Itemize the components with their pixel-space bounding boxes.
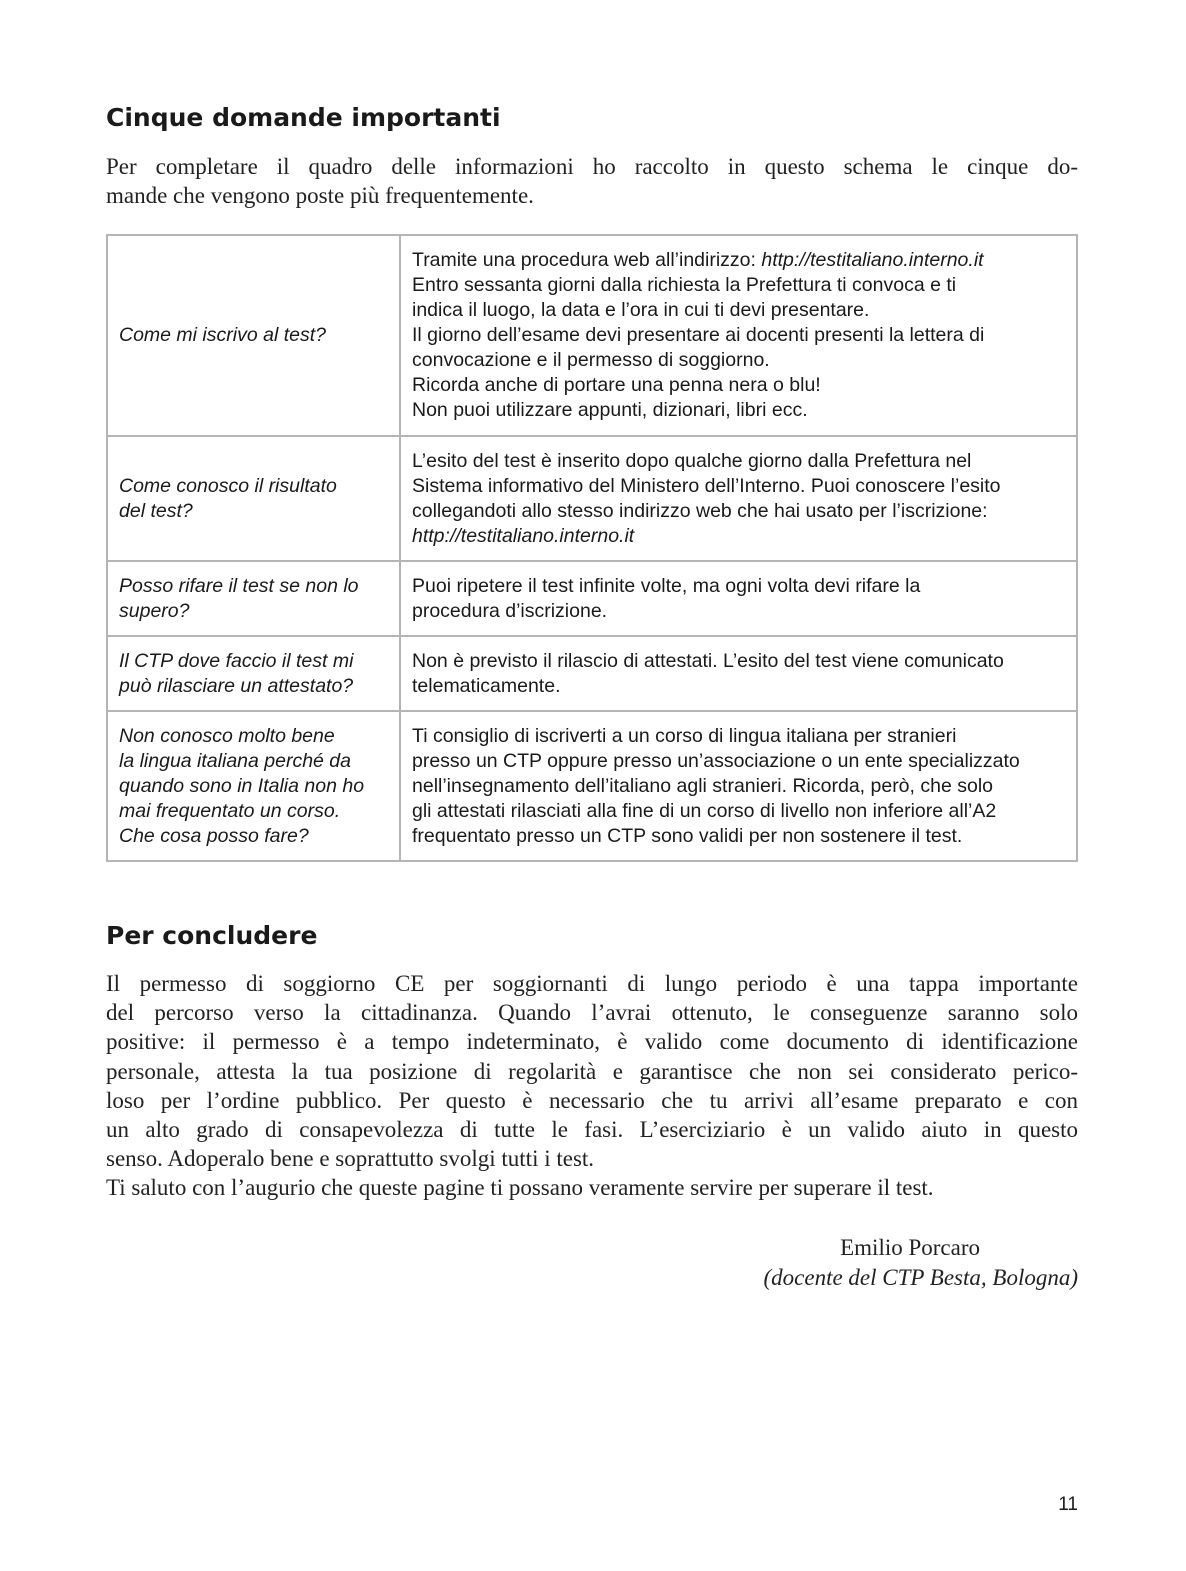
faq-answer	[400, 711, 1077, 861]
faq-answer-line: Il giorno dell’esame devi presentare ai docenti presenti la lettera di	[412, 324, 985, 346]
faq-question-line: la lingua italiana perché da	[119, 749, 352, 772]
faq-question	[107, 711, 400, 861]
faq-question-line: Non conosco molto bene	[119, 724, 335, 747]
faq-answer-line: Non è previsto il rilascio di attestati. L’esito del test viene comunicato	[412, 649, 1004, 672]
conclusion-paragraph	[106, 969, 1078, 1203]
faq-answer	[400, 436, 1077, 561]
faq-question-line: Come mi iscrivo al test?	[119, 324, 326, 346]
faq-question-line: Posso rifare il test se non lo	[119, 574, 359, 597]
faq-row	[107, 235, 1077, 436]
faq-question-line: Come conosco il risultato	[119, 474, 337, 497]
signature-block	[764, 1233, 1079, 1293]
faq-question-line: quando sono in Italia non ho	[119, 774, 365, 797]
section-heading-per-concludere: Per concludere	[106, 921, 318, 950]
faq-answer-line: procedura d’iscrizione.	[412, 599, 608, 622]
faq-answer	[400, 561, 1077, 636]
intro-paragraph	[106, 152, 1078, 210]
faq-question-line: mai frequentato un corso.	[119, 799, 341, 822]
faq-answer-line: collegandoti allo stesso indirizzo web che hai usato per l’iscrizione:	[412, 499, 988, 522]
faq-question-line: del test?	[119, 499, 193, 522]
faq-answer-line: L’esito del test è inserito dopo qualche giorno dalla Prefettura nel	[412, 449, 972, 472]
faq-answer-line: Non puoi utilizzare appunti, dizionari, libri ecc.	[412, 399, 808, 421]
faq-answer-line: nell’insegnamento dell’italiano agli stranieri. Ricorda, però, che solo	[412, 774, 993, 797]
faq-answer-line: Entro sessanta giorni dalla richiesta la Prefettura ti convoca e ti	[412, 274, 957, 296]
faq-row	[107, 636, 1077, 711]
faq-question-line: supero?	[119, 599, 190, 622]
faq-question	[107, 235, 400, 436]
author-name: Emilio Porcaro	[840, 1235, 980, 1260]
faq-answer-line: presso un CTP oppure presso un’associazione o un ente specializzato	[412, 749, 1020, 772]
faq-row	[107, 436, 1077, 561]
faq-answer-line: telematicamente.	[412, 674, 561, 697]
faq-question	[107, 436, 400, 561]
conclusion-line: un alto grado di consapevolezza di tutte le fasi. L’eserciziario è un valido aiuto in questo	[106, 1117, 1078, 1143]
faq-row	[107, 711, 1077, 861]
faq-answer-line: Sistema informativo del Ministero dell’Interno. Puoi conoscere l’esito	[412, 474, 1001, 497]
faq-answer-line: Ricorda anche di portare una penna nera o blu!	[412, 374, 821, 396]
conclusion-line: senso. Adoperalo bene e soprattutto svolgi tutti i test.	[106, 1146, 595, 1172]
faq-answer	[400, 636, 1077, 711]
intro-line: Per completare il quadro delle informazioni ho raccolto in questo schema le cinque do-	[106, 154, 1078, 179]
faq-answer-line: Ti consiglio di iscriverti a un corso di lingua italiana per stranieri	[412, 724, 957, 747]
test-url-link[interactable]: http://testitaliano.interno.it	[761, 249, 984, 271]
faq-question-line: Il CTP dove faccio il test mi	[119, 649, 354, 672]
faq-table	[106, 234, 1078, 862]
faq-question-line: Che cosa posso fare?	[119, 824, 309, 847]
faq-answer	[400, 235, 1077, 436]
intro-line: mande che vengono poste più frequentemente.	[106, 183, 534, 209]
author-role: (docente del CTP Besta, Bologna)	[763, 1265, 1078, 1290]
conclusion-line: Ti saluto con l’augurio che queste pagine ti possano veramente servire per superare il test.	[106, 1175, 934, 1201]
faq-answer-line: convocazione e il permesso di soggiorno.	[412, 349, 770, 371]
faq-answer-text: Tramite una procedura web all’indirizzo:	[412, 249, 762, 271]
faq-question-line: può rilasciare un attestato?	[119, 674, 354, 697]
faq-answer-line: gli attestati rilasciati alla fine di un corso di livello non inferiore all’A2	[412, 799, 997, 822]
faq-answer-line	[412, 248, 1065, 273]
page-number: 11	[1058, 1494, 1078, 1515]
section-heading-cinque-domande: Cinque domande importanti	[106, 103, 501, 132]
conclusion-line: Il permesso di soggiorno CE per soggiornanti di lungo periodo è una tappa importante	[106, 971, 1078, 996]
faq-answer-line: frequentato presso un CTP sono validi per non sostenere il test.	[412, 824, 963, 847]
test-url-link[interactable]: http://testitaliano.interno.it	[412, 524, 635, 547]
faq-question	[107, 636, 400, 711]
conclusion-line: del percorso verso la cittadinanza. Quando l’avrai ottenuto, le conseguenze saranno solo	[106, 1000, 1078, 1026]
faq-answer-line: indica il luogo, la data e l’ora in cui ti devi presentare.	[412, 299, 870, 321]
conclusion-line: loso per l’ordine pubblico. Per questo è necessario che tu arrivi all’esame preparato e con	[106, 1087, 1078, 1113]
conclusion-line: positive: il permesso è a tempo indeterminato, è valido come documento di identificazione	[106, 1029, 1078, 1055]
faq-row	[107, 561, 1077, 636]
conclusion-line: personale, attesta la tua posizione di regolarità e garantisce che non sei considerato perico-	[106, 1058, 1078, 1084]
faq-question	[107, 561, 400, 636]
faq-answer-line: Puoi ripetere il test infinite volte, ma ogni volta devi rifare la	[412, 574, 921, 597]
